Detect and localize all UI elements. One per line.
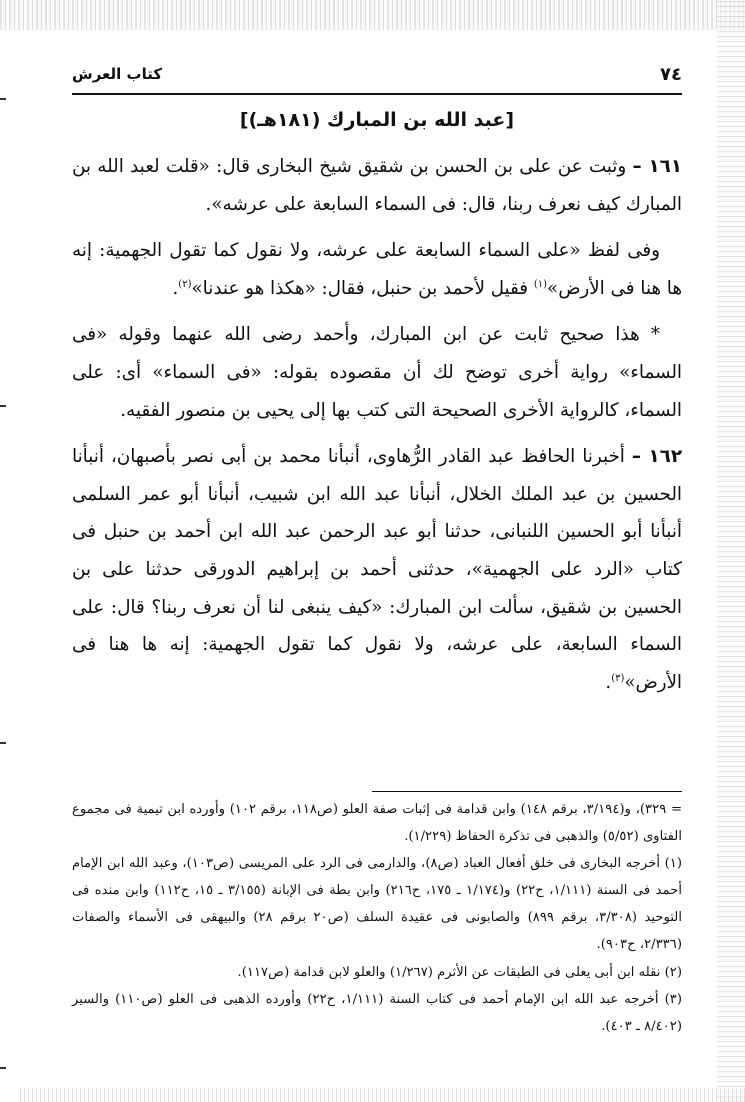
right-border-ornament: [717, 0, 745, 1102]
paragraph-text: فقيل لأحمد بن حنبل، فقال: «هكذا هو عندنا»: [191, 277, 534, 299]
footnote-ref[interactable]: (١): [533, 278, 548, 290]
paragraph-text: .: [605, 671, 612, 693]
footnote-continuation: = ٣٢٩)، و(٣/١٩٤، برقم ١٤٨) وابن قدامة فى إثبات صفة العلو (ص١١٨، برقم ١٠٢) وأورده ابن تيمية فى مجموع الفتاوى (٥/٥٢) والذهبى فى تذكرة الحفاظ (١/٢٢٩).: [72, 802, 682, 845]
edge-mark: [0, 742, 6, 744]
footnotes: [72, 796, 682, 1040]
book-title: كتاب العرش: [72, 65, 163, 83]
paragraph-comment: [72, 316, 682, 429]
paragraph-text: * هذا صحيح ثابت عن ابن المبارك، وأحمد رضى الله عنهما وقوله «فى السماء» رواية أخرى توضح لك أن مقصوده بقوله: «فى السماء» أى: على السماء، كالرواية الأخرى الصحيحة التى كتب بها إلى يحيى بن منصور الفقيه.: [72, 324, 682, 421]
footnote-3: (٣) أخرجه عبد الله ابن الإمام أحمد فى كتاب السنة (١/١١١، ح٢٢) وأورده الذهبى فى العلو (ص١١٠) والسير (٨/٤٠٢ ـ ٤٠٣).: [72, 991, 682, 1034]
edge-mark: [0, 1067, 6, 1069]
footnote-2: (٢) نقله ابن أبى يعلى فى الطبقات عن الأثرم (١/٢٦٧) والعلو لابن قدامة (ص١١٧).: [237, 964, 682, 980]
paragraph-162: [72, 438, 682, 701]
paragraph-text: وفى لفظ «على السماء السابعة على عرشه، ولا نقول كما تقول الجهمية: إنه ها هنا فى الأرض»: [72, 240, 682, 299]
paragraph-161: [72, 148, 682, 223]
paragraph-number: ١٦١ –: [632, 156, 682, 177]
footnote-ref[interactable]: (٢): [178, 278, 192, 290]
paragraph-text: أخبرنا الحافظ عبد القادر الرُّهاوى، أنبأنا محمد بن أبى نصر بأصبهان، أنبأنا الحسين بن عبد الملك الخلال، أنبأنا عبد الله ابن شبيب، أنبأنا أبو عمر السلمى أنبأنا أبو الحسين اللنبانى، حدثنا أبو عبد الرحمن عبد الله ابن أحمد بن حنبل فى كتاب «الرد على الجهمية»، حدثنى أحمد بن إبراهيم الدورقى حدثنا على بن الحسين بن شقيق، سألت ابن المبارك: «كيف ينبغى لنا أن نعرف ربنا؟ قال: على السماء السابعة، على عرشه، ولا نقول كما تقول الجهمية: إنه ها هنا فى الأرض»: [72, 446, 682, 693]
footnote-separator: [372, 791, 682, 792]
paragraph-text: وثبت عن على بن الحسن بن شقيق شيخ البخارى قال: «قلت لعبد الله بن المبارك كيف نعرف ربنا، قال: فى السماء السابعة على عرشه».: [72, 156, 682, 215]
running-header: [72, 62, 682, 86]
footnote-ref[interactable]: (٣): [611, 672, 625, 684]
page-number: ٧٤: [660, 63, 682, 85]
edge-mark: [0, 405, 6, 407]
bottom-border-ornament: [20, 1088, 745, 1102]
main-text: [72, 148, 682, 710]
footnote-1: (١) أخرجه البخارى فى خلق أفعال العباد (ص٨)، والدارمى فى الرد على المريسى (ص١٠٣)، وعبد الله ابن الإمام أحمد فى السنة (١/١١١، ح٢٢) و(١/١٧٤ ـ ١٧٥، ح٢١٦) وابن بطة فى الإبانة (٣/١٥٥ ـ ١٥، ح١١٢) وابن منده فى التوحيد (٣/٣٠٨، برقم ٨٩٩) والصابونى فى عقيدة السلف (ص٢٠ برقم ٢٨) والبيهقى فى الأسماء والصفات (٢/٣٣٦، ح٩٠٣).: [72, 856, 683, 953]
paragraph-variant: [72, 232, 682, 307]
header-rule: [72, 93, 682, 95]
top-border-ornament: [0, 0, 745, 30]
paragraph-number: ١٦٢ –: [631, 446, 682, 468]
section-title: [عبد الله بن المبارك (١٨١هـ)]: [239, 109, 515, 131]
paragraph-text: .: [172, 277, 179, 299]
edge-mark: [0, 98, 6, 100]
